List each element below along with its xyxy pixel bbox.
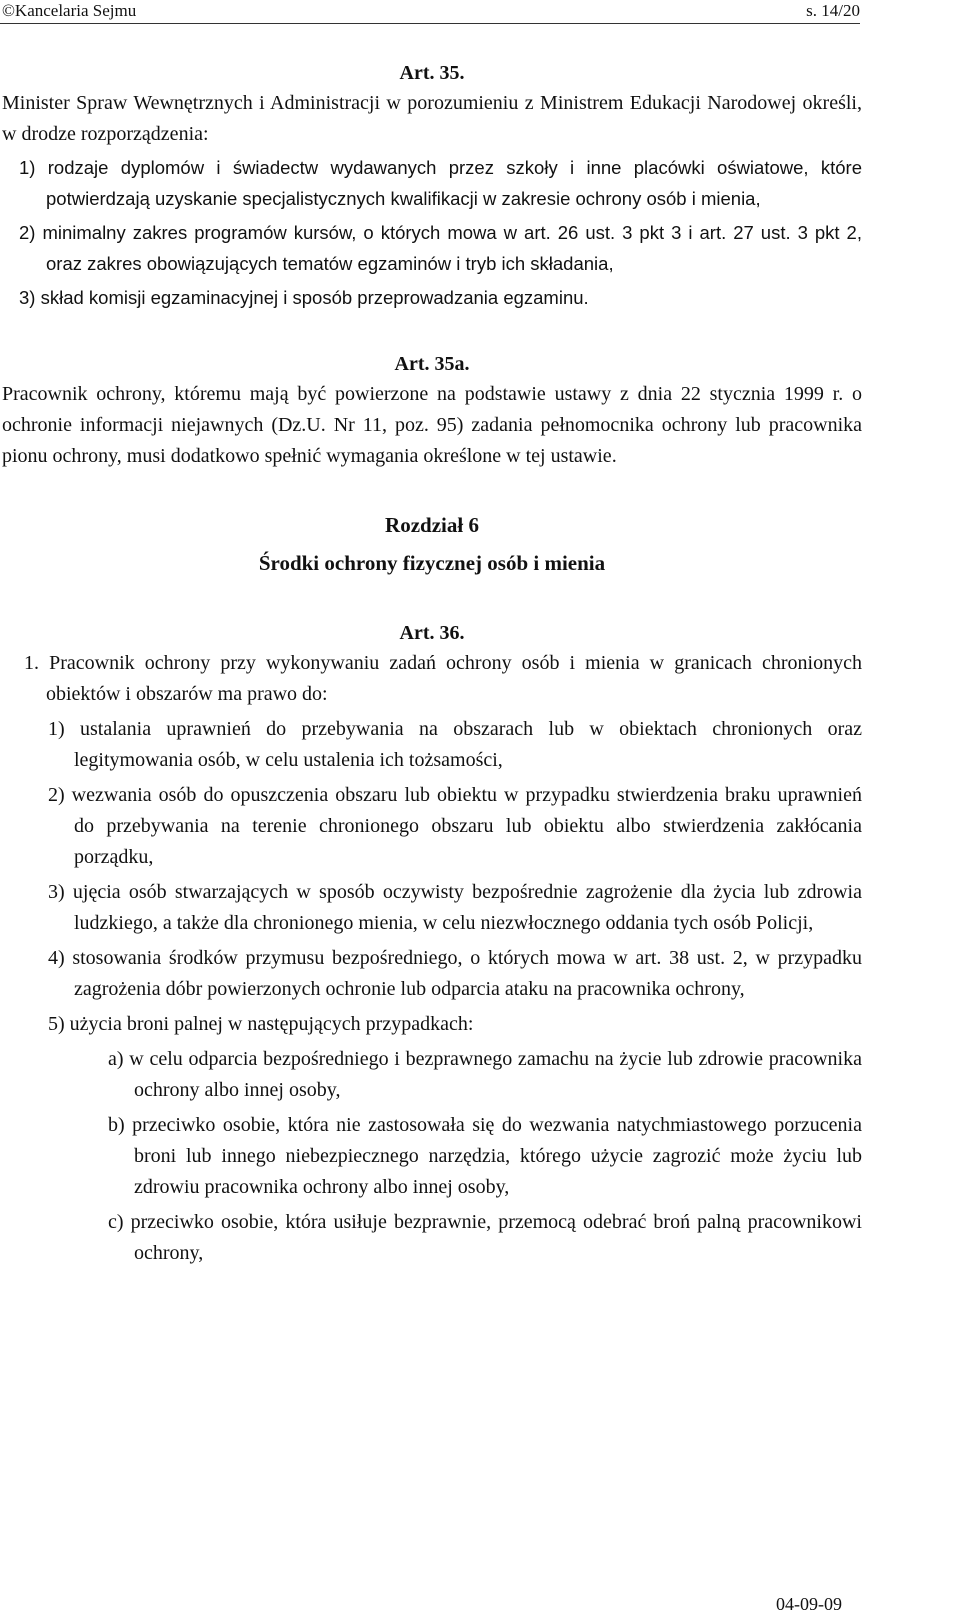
sub-list-item: c) przeciwko osobie, która usiłuje bezprawnie, przemocą odebrać broń palną pracownikowi ochrony,: [108, 1211, 862, 1264]
sub-list-item: a) w celu odparcia bezpośredniego i bezprawnego zamachu na życie lub zdrowie pracownika ochrony albo innej osoby,: [108, 1048, 862, 1101]
sub-list-item: b) przeciwko osobie, która nie zastosowała się do wezwania natychmiastowego porzucenia broni lub innego niebezpiecznego narzędzia, którego użycie zagrozić może życiu lub zdrowiu pracownika ochrony albo innej osoby,: [108, 1114, 862, 1198]
chapter-number: Rozdział 6: [385, 513, 479, 537]
article-35-items: [2, 152, 862, 313]
document-body: [2, 58, 862, 1269]
list-item: 1) ustalania uprawnień do przebywania na obszarach lub w obiektach chronionych oraz legitymowania osób, w celu ustalenia ich tożsamości,: [48, 718, 862, 771]
list-item: 1) rodzaje dyplomów i świadectw wydawanych przez szkoły i inne placówki oświatowe, które potwierdzają uzyskanie specjalistycznych kwalifikacji w zakresie ochrony osób i mienia,: [19, 157, 862, 209]
list-item: 3) skład komisji egzaminacyjnej i sposób przeprowadzania egzaminu.: [19, 287, 589, 308]
list-item: 2) wezwania osób do opuszczenia obszaru lub obiektu w przypadku stwierdzenia braku uprawnień do przebywania na terenie chronionego obszaru lub obiektu albo stwierdzenia zakłócania porządku,: [48, 784, 862, 868]
page-number: s. 14/20: [806, 1, 860, 20]
list-item: 2) minimalny zakres programów kursów, o których mowa w art. 26 ust. 3 pkt 3 i art. 27 ust. 3 pkt 2, oraz zakres obowiązujących tematów egzaminów i tryb ich składania,: [19, 222, 862, 274]
article-35a-text: Pracownik ochrony, któremu mają być powierzone na podstawie ustawy z dnia 22 stycznia 1999 r. o ochronie informacji niejawnych (Dz.U. Nr 11, poz. 95) zadania pełnomocnika ochrony lub pracownika pionu ochrony, musi dodatkowo spełnić wymagania określone w tej ustawie.: [2, 383, 862, 467]
page-header: [0, 0, 860, 22]
article-36-paragraph-1: 1. Pracownik ochrony przy wykonywaniu zadań ochrony osób i mienia w granicach chronionych obiektów i obszarów ma prawo do:: [24, 652, 862, 705]
header-divider: [0, 23, 860, 24]
list-item: 3) ujęcia osób stwarzających w sposób oczywisty bezpośrednie zagrożenie dla życia lub zdrowia ludzkiego, a także dla chronionego mienia, w celu niezwłocznego oddania tych osób Policji,: [48, 881, 862, 934]
chapter-title: Środki ochrony fizycznej osób i mienia: [258, 551, 606, 575]
list-item: 5) użycia broni palnej w następujących przypadkach:: [48, 1013, 474, 1035]
copyright-label: ©Kancelaria Sejmu: [2, 1, 137, 20]
list-item: 4) stosowania środków przymusu bezpośredniego, o których mowa w art. 38 ust. 2, w przypadku zagrożenia dóbr powierzonych ochronie lub odparcia ataku na pracownika ochrony,: [48, 947, 862, 1000]
footer-date: 04-09-09: [776, 1594, 842, 1614]
article-35a-title: Art. 35a.: [394, 353, 470, 375]
article-35-intro: Minister Spraw Wewnętrznych i Administracji w porozumieniu z Ministrem Edukacji Narodowej określi, w drodze rozporządzenia:: [2, 92, 862, 145]
article-35-title: Art. 35.: [399, 62, 465, 84]
article-36-title: Art. 36.: [399, 622, 465, 644]
